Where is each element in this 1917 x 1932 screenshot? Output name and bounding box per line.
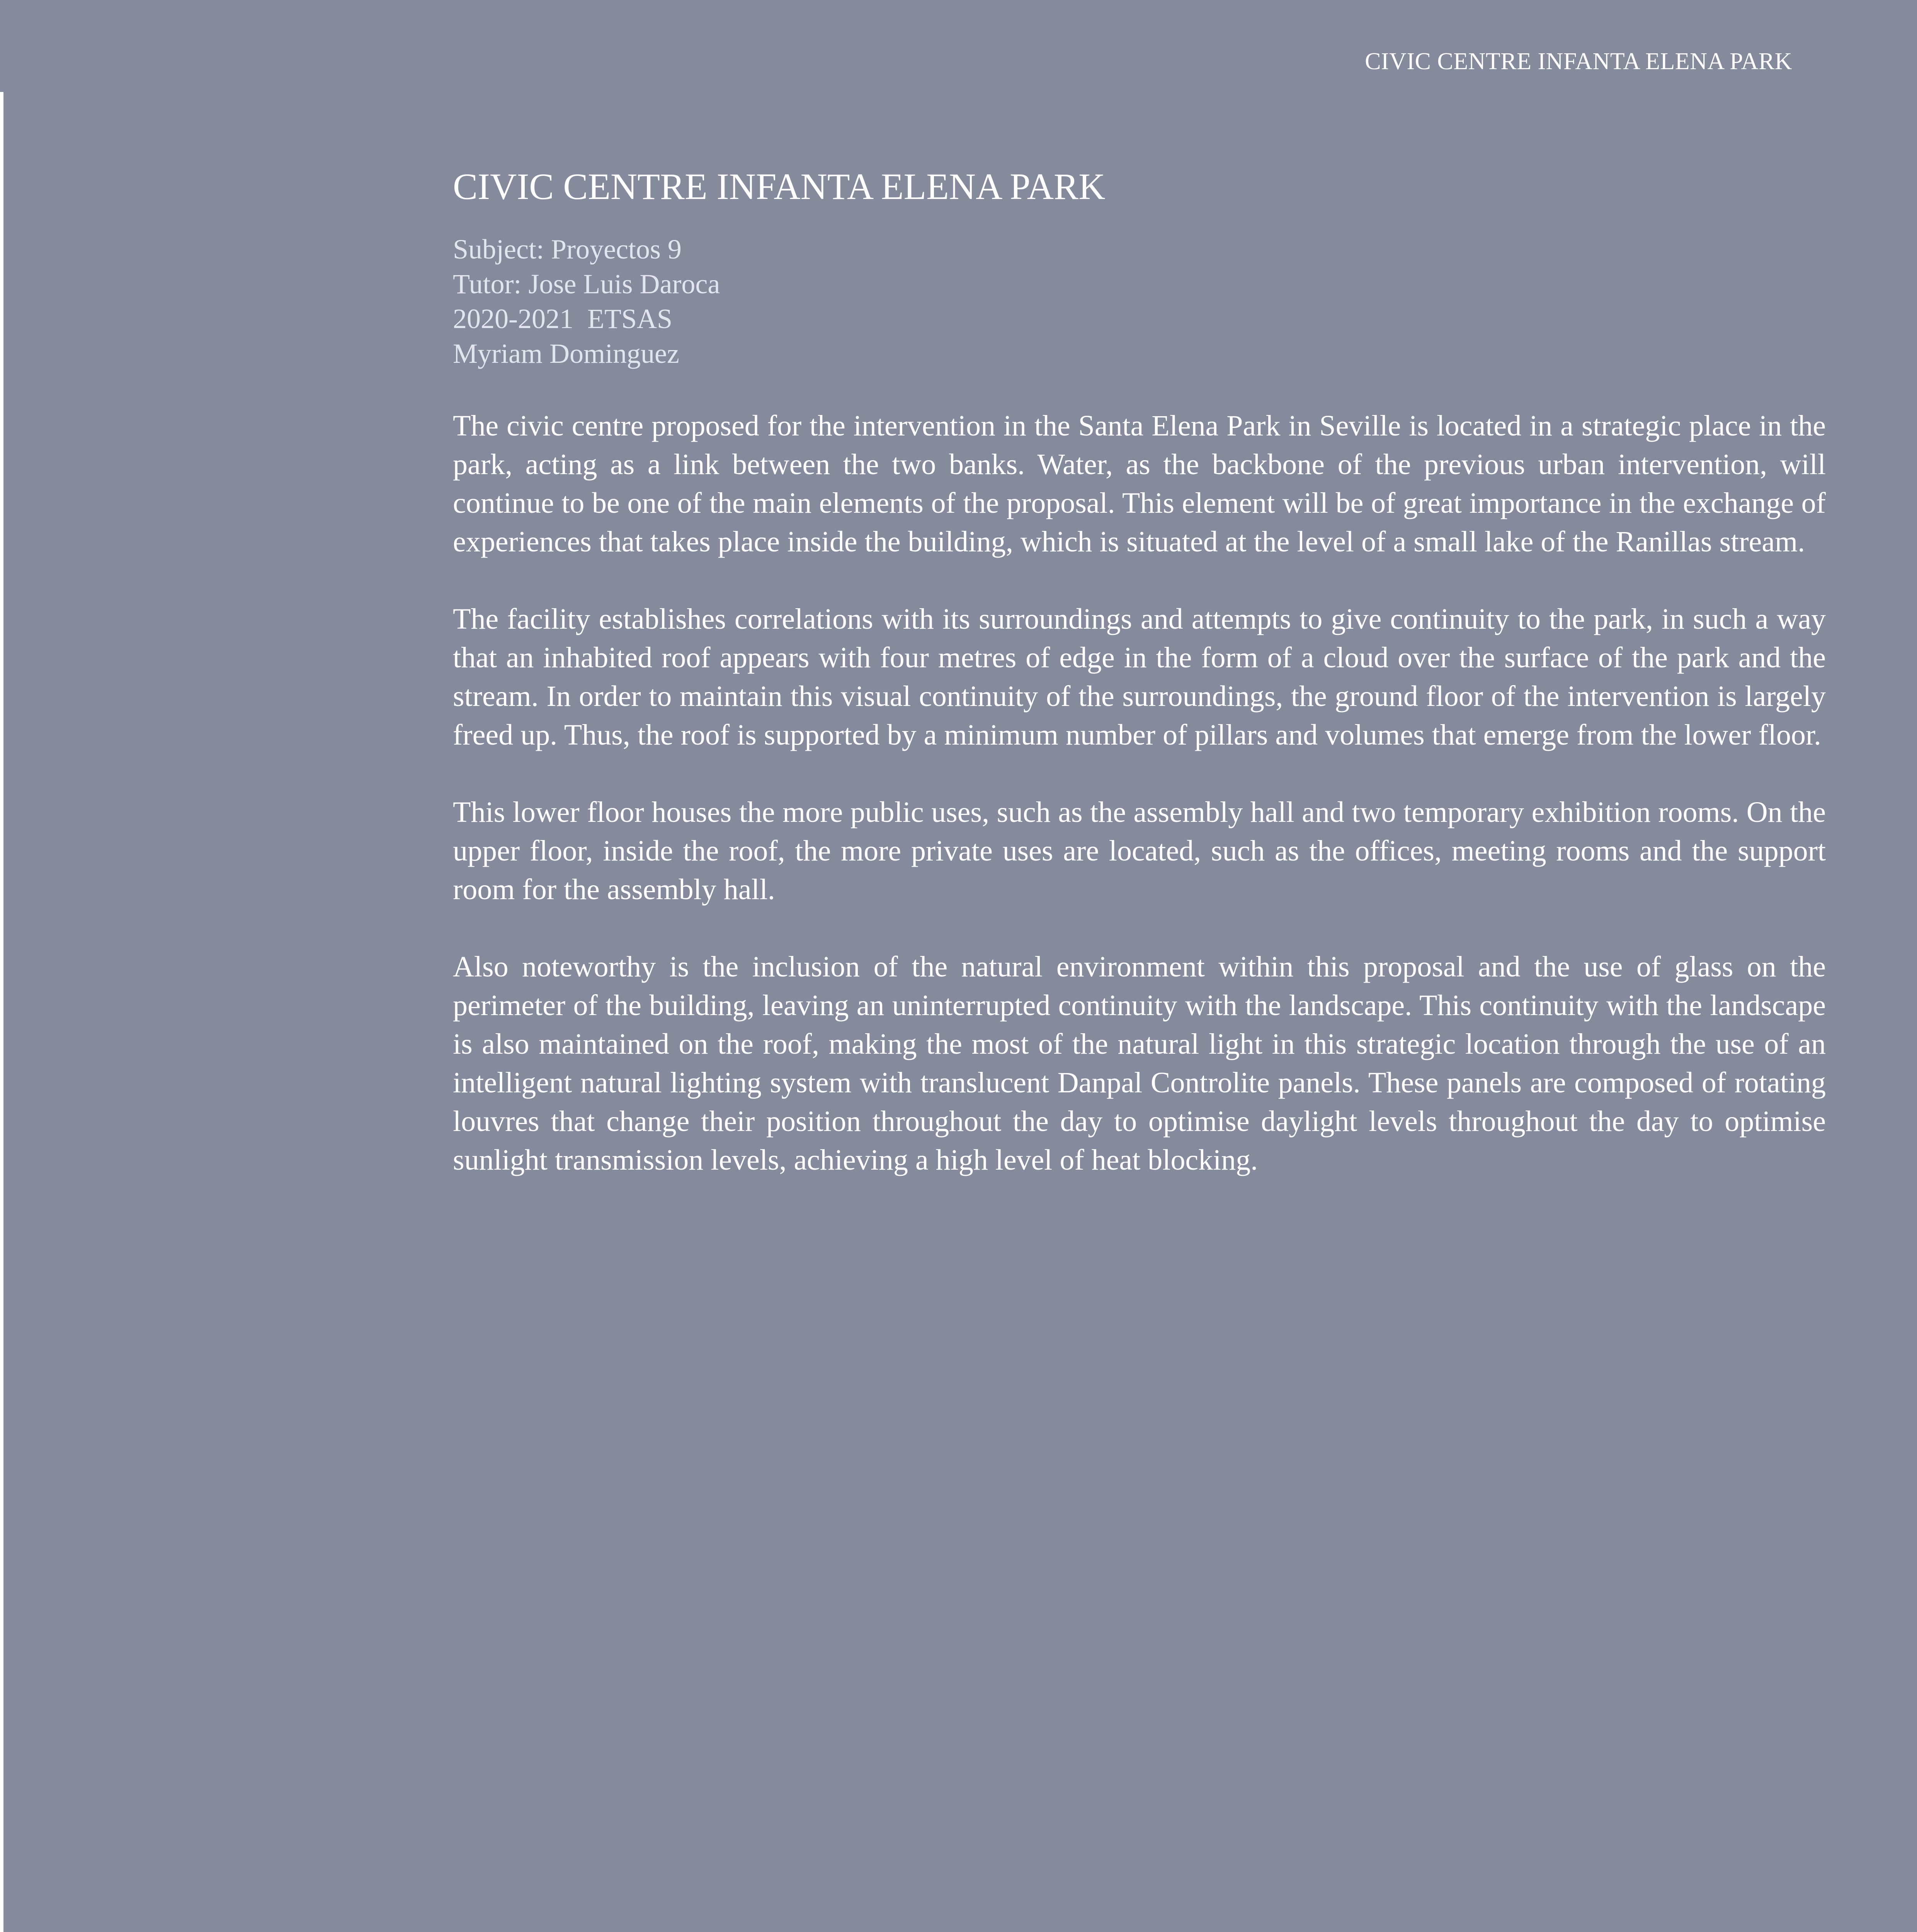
body-paragraph-3: This lower floor houses the more public uses, such as the assembly hall and two temporary exhibition rooms. On the upper floor, inside the roof, the more private uses are located, such as the offices, meeting rooms and the support room for the assembly hall. xyxy=(453,796,1826,906)
body-paragraph-4: Also noteworthy is the inclusion of the natural environment within this proposal and the use of glass on the perimeter of the building, leaving an uninterrupted continuity with the landscape. This continuity with the landscape is also maintained on the roof, making the most of the natural light in this strategic location through the use of an intelligent natural lighting system with translucent Danpal Controlite panels. These panels are composed of rotating louvres that change their position throughout the day to optimise daylight levels throughout the day to optimise sunlight transmission levels, achieving a high level of heat blocking. xyxy=(453,950,1826,1176)
project-metadata xyxy=(453,232,1826,371)
left-margin-rule xyxy=(0,92,3,1932)
author-line: Myriam Dominguez xyxy=(453,338,679,369)
article-body xyxy=(453,406,1826,1179)
body-paragraph-2: The facility establishes correlations with its surroundings and attempts to give continuity to the park, in such a way that an inhabited roof appears with four metres of edge in the form of a cloud over the surface of the park and the stream. In order to maintain this visual continuity of the surroundings, the ground floor of the intervention is largely freed up. Thus, the roof is supported by a minimum number of pillars and volumes that emerge from the lower floor. xyxy=(453,602,1826,751)
body-paragraph-1: The civic centre proposed for the intervention in the Santa Elena Park in Seville is located in a strategic place in the park, acting as a link between the two banks. Water, as the backbone of the previous urban intervention, will continue to be one of the main elements of the proposal. This element will be of great importance in the exchange of experiences that takes place inside the building, which is situated at the level of a small lake of the Ranillas stream. xyxy=(453,409,1826,558)
article-title: CIVIC CENTRE INFANTA ELENA PARK xyxy=(453,166,1106,207)
subject-line: Subject: Proyectos 9 xyxy=(453,233,682,265)
tutor-line: Tutor: Jose Luis Daroca xyxy=(453,268,720,299)
article xyxy=(453,166,1826,1179)
year-school-line: 2020-2021 ETSAS xyxy=(453,303,673,334)
running-header: CIVIC CENTRE INFANTA ELENA PARK xyxy=(1365,48,1792,75)
